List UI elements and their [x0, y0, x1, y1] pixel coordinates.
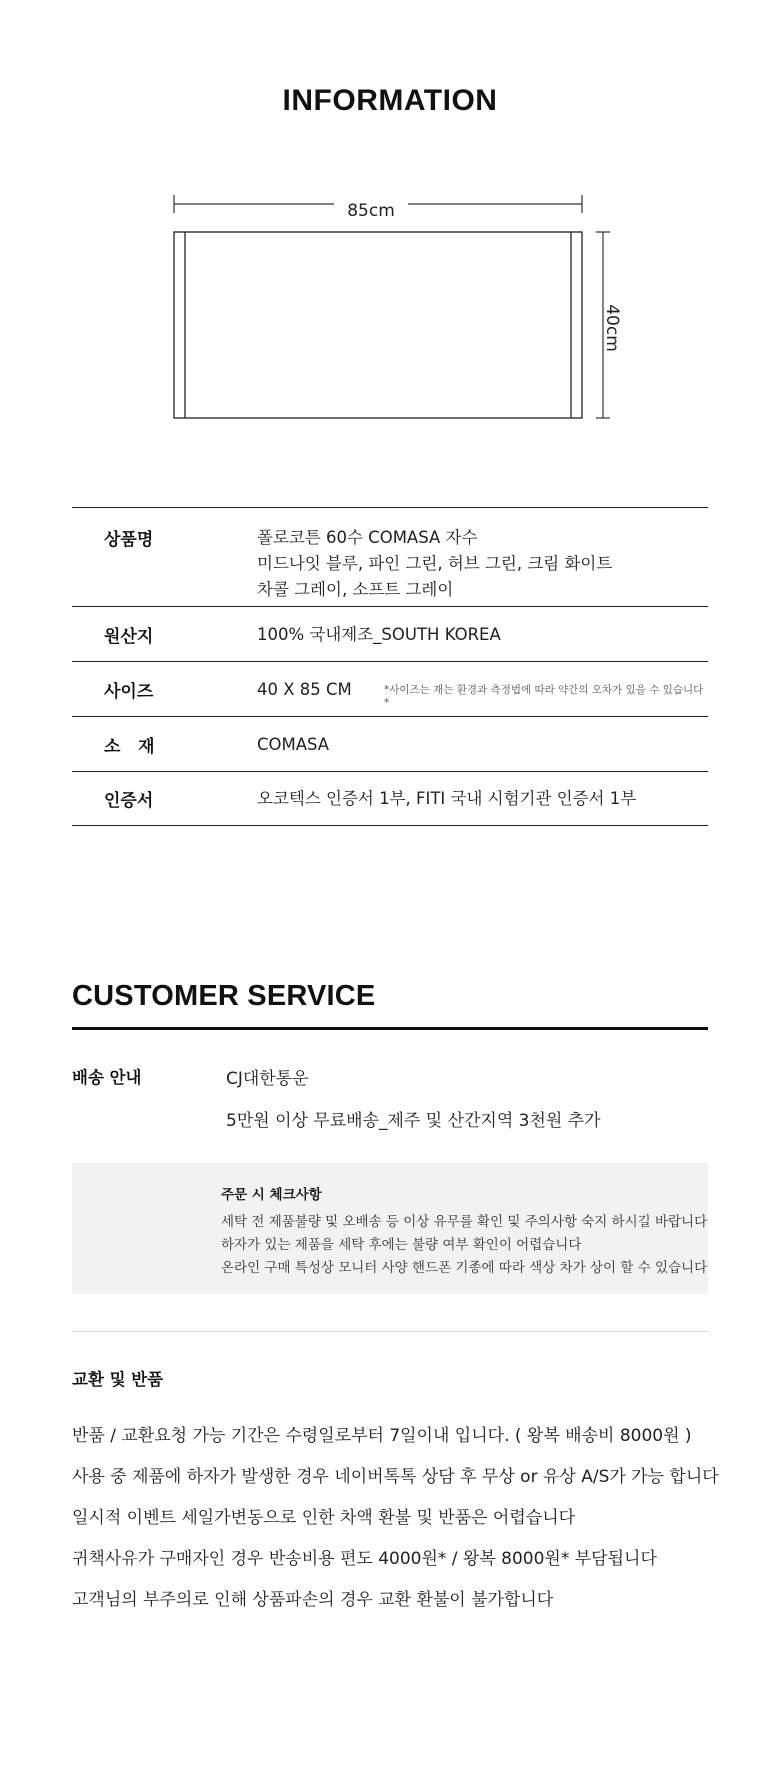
information-title: INFORMATION	[282, 84, 498, 117]
shipping-label: 배송 안내	[72, 1068, 142, 1087]
spec-label: 인증서	[104, 791, 154, 811]
height-dimension-label: 40cm	[602, 304, 622, 352]
spec-label: 상품명	[104, 530, 154, 550]
customer-service-title: CUSTOMER SERVICE	[72, 980, 376, 1012]
spec-row-certificate	[72, 772, 708, 826]
towel-dimension-diagram	[160, 190, 620, 430]
spec-row-size	[72, 662, 708, 717]
checklist-title: 주문 시 체크사항	[221, 1187, 322, 1203]
returns-item: 일시적 이벤트 세일가변동으로 인한 차액 환불 및 반품은 어렵습니다	[72, 1508, 576, 1528]
product-spec-table	[72, 507, 708, 826]
section-divider	[72, 1027, 708, 1030]
divider	[72, 1331, 708, 1332]
checklist-item: 하자가 있는 제품을 세탁 후에는 불량 여부 확인이 어렵습니다	[221, 1237, 582, 1253]
checklist-item: 세탁 전 제품불량 및 오배송 등 이상 유무를 확인 및 주의사항 숙지 하시길 바랍니다	[221, 1214, 708, 1230]
spec-label: 원산지	[104, 627, 154, 647]
returns-title: 교환 및 반품	[72, 1370, 164, 1389]
spec-value	[257, 525, 708, 603]
spec-row-product-name	[72, 508, 708, 607]
spec-label: 소 재	[104, 737, 155, 757]
spec-value-line: 미드나잇 블루, 파인 그린, 허브 그린, 크림 화이트	[257, 554, 613, 573]
spec-value: 40 X 85 CM	[257, 680, 352, 699]
size-disclaimer-note: *사이즈는 재는 환경과 측정법에 따라 약간의 오차가 있을 수 있습니다 *	[384, 684, 704, 709]
spec-value-line: 폴로코튼 60수 COMASA 자수	[257, 528, 478, 547]
spec-row-origin	[72, 607, 708, 662]
returns-item: 사용 중 제품에 하자가 발생한 경우 네이버톡톡 상담 후 무상 or 유상 A/S가 가능 합니다	[72, 1467, 719, 1487]
returns-item: 귀책사유가 구매자인 경우 반송비용 편도 4000원* / 왕복 8000원* 부담됩니다	[72, 1549, 657, 1569]
spec-value-line: 차콜 그레이, 소프트 그레이	[257, 580, 454, 599]
checklist-item: 온라인 구매 특성상 모니터 사양 핸드폰 기종에 따라 색상 차가 상이 할 수 있습니다	[221, 1260, 708, 1276]
spec-value: 100% 국내제조_SOUTH KOREA	[257, 625, 501, 644]
towel-outline	[174, 232, 582, 418]
returns-item: 반품 / 교환요청 가능 기간은 수령일로부터 7일이내 입니다. ( 왕복 배송비 8000원 )	[72, 1426, 692, 1446]
returns-item: 고객님의 부주의로 인해 상품파손의 경우 교환 환불이 불가합니다	[72, 1590, 554, 1610]
spec-row-material	[72, 717, 708, 772]
shipping-detail: 5만원 이상 무료배송_제주 및 산간지역 3천원 추가	[226, 1111, 601, 1131]
shipping-carrier: CJ대한통운	[226, 1069, 309, 1089]
width-dimension-label: 85cm	[334, 201, 408, 221]
spec-value: 오코텍스 인증서 1부, FITI 국내 시험기관 인증서 1부	[257, 789, 637, 808]
order-checklist-box	[72, 1163, 708, 1294]
spec-value: COMASA	[257, 735, 330, 754]
spec-label: 사이즈	[104, 682, 154, 702]
